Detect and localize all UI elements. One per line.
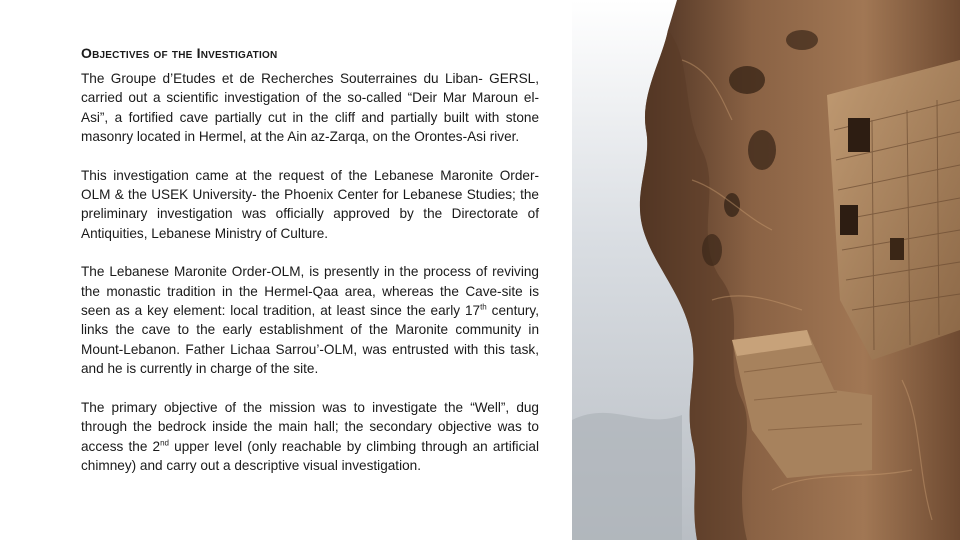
ordinal-suffix: nd xyxy=(160,437,170,447)
section-heading: Objectives of the Investigation xyxy=(81,45,278,61)
cliff-illustration xyxy=(572,0,960,540)
paragraph-objectives xyxy=(81,398,539,476)
paragraph-investigation: The Groupe d’Etudes et de Recherches Souterraines du Liban- GERSL, carried out a scientific investigation of the so-called “Deir Mar Maroun el-Asi”, a fortified cave partially cut in the cliff and partially built with stone masonry located in Hermel, at the Ain az-Zarqa, on the Orontes-Asi river. xyxy=(81,71,539,145)
cliff-cave-photo xyxy=(572,0,960,540)
text-column xyxy=(81,44,539,494)
paragraph-tradition xyxy=(81,262,539,378)
paragraph-tradition-part1: The Lebanese Maronite Order-OLM, is presently in the process of reviving the monastic tradition in the Hermel-Qaa area, whereas the Cave-site is seen as a key element: local tradition, at least since the early 17 xyxy=(81,264,539,319)
paragraph-request: This investigation came at the request of the Lebanese Maronite Order-OLM & the USEK University- the Phoenix Center for Lebanese Studies; the preliminary investigation was officially approved by the Directorate of Antiquities, Lebanese Ministry of Culture. xyxy=(81,167,539,241)
ordinal-suffix: th xyxy=(480,302,487,312)
paragraph-objectives-part1: The primary objective of the mission was to investigate the “Well”, dug through the bedrock inside the main hall; the secondary objective was to access the 2 xyxy=(81,399,539,454)
paragraph-tradition-part2: century, links the cave to the early establishment of the Maronite community in Mount-Lebanon. Father Lichaa Sarrou’-OLM, was entrusted with this task, and he is currently in charge of the site. xyxy=(81,303,539,377)
paragraph-objectives-part2: upper level (only reachable by climbing through an artificial chimney) and carry out a descriptive visual investigation. xyxy=(81,438,539,473)
